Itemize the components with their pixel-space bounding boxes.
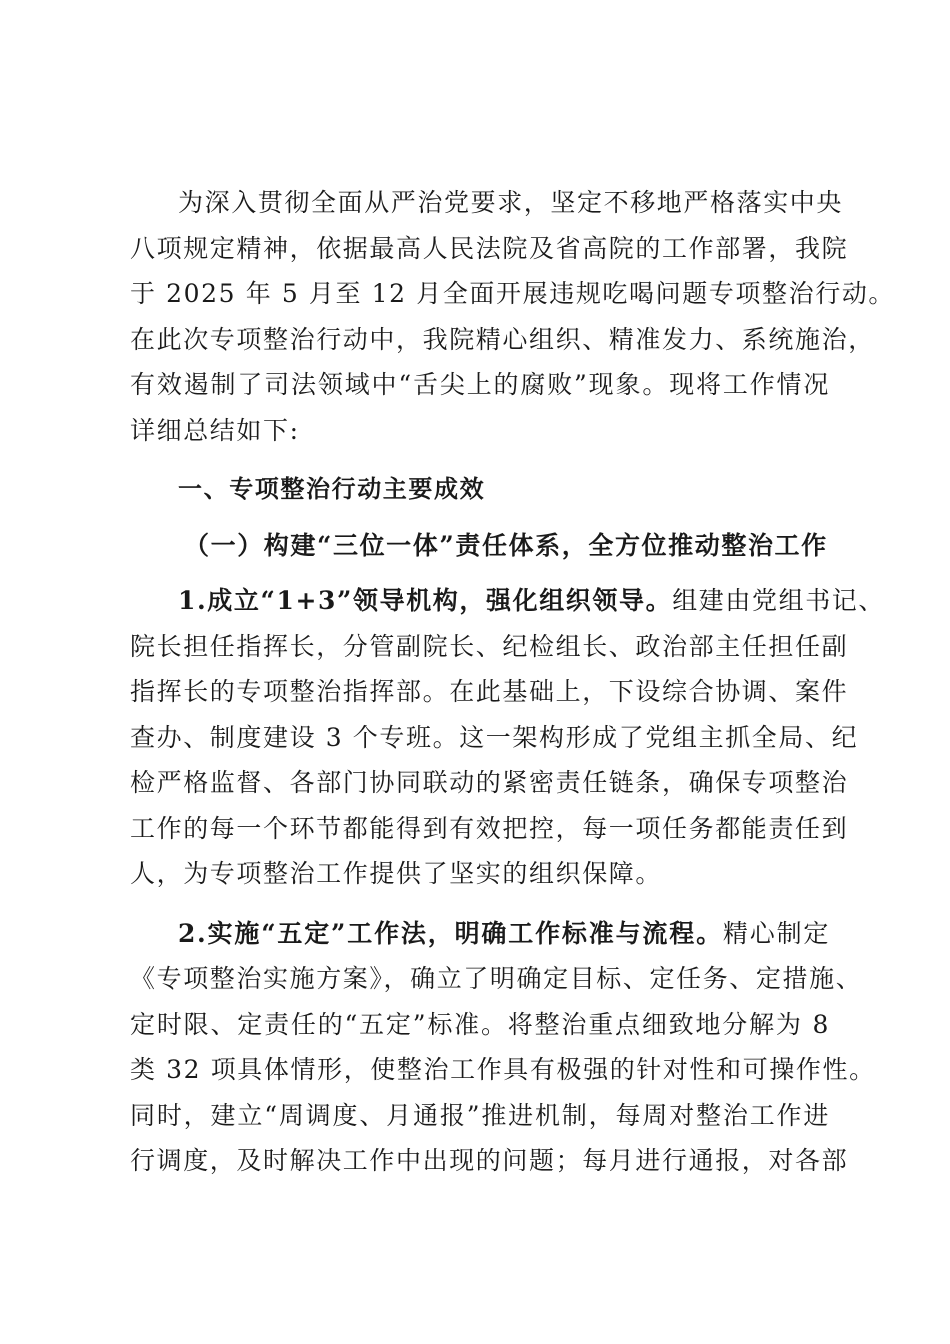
item2-line: 《专项整治实施方案》，确立了明确定目标、定任务、定措施、 (130, 964, 863, 993)
item2-text: 精心制定 (722, 918, 830, 948)
item2-line: 定时限、定责任的“五定”标准。将整治重点细致地分解为 8 (130, 1009, 830, 1039)
intro-line: 详细总结如下: (130, 415, 300, 445)
document-body (130, 180, 896, 1184)
item2-line: 行调度，及时解决工作中出现的问题；每月进行通报，对各部 (130, 1146, 849, 1175)
intro-line: 八项规定精神，依据最高人民法院及省高院的工作部署，我院 (130, 233, 849, 263)
item1-text: 组建由党组书记、 (672, 586, 886, 615)
subsection-heading: （一）构建“三位一体”责任体系，全方位推动整治工作 (184, 530, 828, 560)
item1-title: 1.成立“1+3”领导机构，强化组织领导。 (178, 586, 673, 615)
item1-line: 人，为专项整治工作提供了坚实的组织保障。 (130, 859, 663, 888)
item1-first-line (130, 578, 886, 624)
item2-title: 2.实施“五定”工作法，明确工作标准与流程。 (178, 918, 723, 948)
intro-line: 为深入贯彻全面从严治党要求，坚定不移地严格落实中央 (178, 188, 844, 217)
item1-line: 检严格监督、各部门协同联动的紧密责任链条，确保专项整治 (130, 768, 849, 797)
intro-line: 在此次专项整治行动中，我院精心组织、精准发力、系统施治， (130, 324, 875, 354)
item1-line: 查办、制度建设 3 个专班。这一架构形成了党组主抓全局、纪 (130, 722, 859, 752)
item1-line: 工作的每一个环节都能得到有效把控，每一项任务都能责任到 (130, 813, 849, 843)
item1-line: 指挥长的专项整治指挥部。在此基础上，下设综合协调、案件 (130, 677, 849, 706)
intro-line: 有效遏制了司法领域中“舌尖上的腐败”现象。现将工作情况 (130, 370, 830, 399)
section-heading: 一、专项整治行动主要成效 (178, 475, 486, 503)
item2-line: 同时，建立“周调度、月通报”推进机制，每周对整治工作进 (130, 1100, 830, 1130)
item2-first-line (130, 911, 830, 957)
item2-line: 类 32 项具体情形，使整治工作具有极强的针对性和可操作性。 (130, 1055, 876, 1084)
intro-line: 于 2025 年 5 月至 12 月全面开展违规吃喝问题专项整治行动。 (130, 279, 896, 308)
item1-line: 院长担任指挥长，分管副院长、纪检组长、政治部主任担任副 (130, 631, 849, 661)
